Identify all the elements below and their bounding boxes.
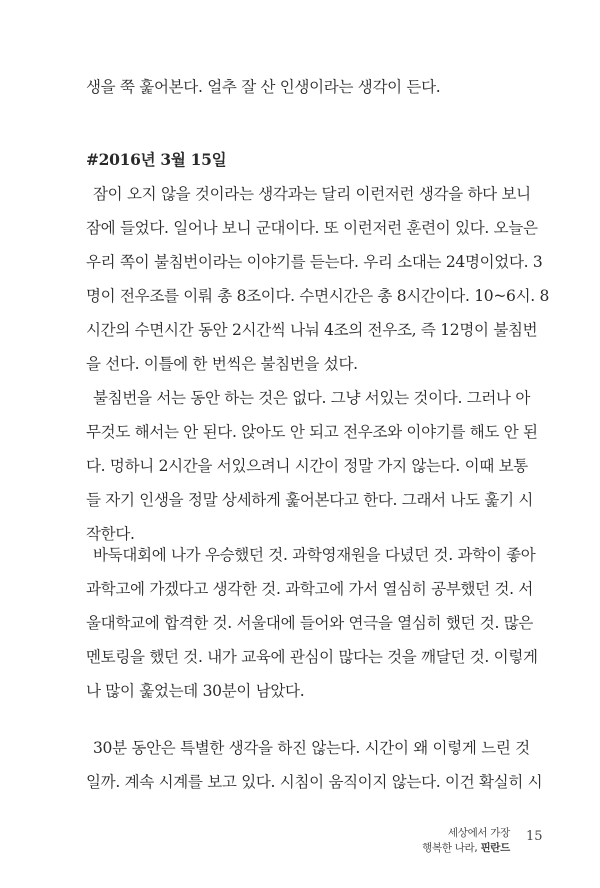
text-line: 우리 쪽이 불침번이라는 이야기를 듣는다. 우리 소대는 24명이었다. 3 [86, 253, 543, 271]
text-line: 다. 멍하니 2시간을 서있으려니 시간이 정말 가지 않는다. 이때 보통 [86, 457, 528, 475]
text-line: 멘토링을 했던 것. 내가 교육에 관심이 많다는 것을 깨달던 것. 이렇게 [86, 648, 538, 666]
text-line: 생을 쭉 훑어본다. 얼추 잘 산 인생이라는 생각이 든다. [86, 78, 441, 96]
page-number: 15 [526, 829, 543, 844]
text-line: 30분 동안은 특별한 생각을 하진 않는다. 시간이 왜 이렇게 느린 것 [93, 739, 530, 757]
text-line: 나 많이 훑었는데 30분이 남았다. [86, 682, 305, 700]
text-line: 잠에 들었다. 일어나 보니 군대이다. 또 이런저런 훈련이 있다. 오늘은 [86, 219, 538, 237]
running-book-title [422, 826, 510, 856]
paragraph-3 [86, 538, 538, 708]
diary-date-heading: #2016년 3월 15일 [86, 150, 227, 169]
text-line: 무것도 해서는 안 된다. 앉아도 안 되고 전우조와 이야기를 해도 안 된 [86, 423, 538, 441]
text-line: 과학고에 가겠다고 생각한 것. 과학고에 가서 열심히 공부했던 것. 서 [86, 580, 534, 598]
book-title-line-2 [422, 841, 510, 856]
paragraph-1 [86, 177, 550, 381]
text-line: 들 자기 인생을 정말 상세하게 훑어본다고 한다. 그래서 나도 훑기 시 [86, 491, 534, 509]
intro-text [86, 70, 526, 104]
text-line: 작한다. [86, 525, 135, 543]
diary-section [86, 143, 550, 551]
text-line: 일까. 계속 시계를 보고 있다. 시침이 움직이지 않는다. 이건 확실히 시 [86, 773, 543, 791]
text-line: 명이 전우조를 이뤄 총 8조이다. 수면시간은 총 8시간이다. 10~6시. 8 [86, 287, 550, 305]
paragraph-2 [86, 381, 538, 551]
paragraph-4 [86, 731, 543, 799]
book-title-line-1: 세상에서 가장 [447, 827, 510, 839]
text-line: 바둑대회에 나가 우승했던 것. 과학영재원을 다녔던 것. 과학이 좋아 [93, 546, 536, 564]
text-line: 을 선다. 이틀에 한 번씩은 불침번을 섰다. [86, 355, 358, 373]
book-title-prefix: 행복한 나라, [422, 842, 481, 854]
text-line: 잠이 오지 않을 것이라는 생각과는 달리 이런저런 생각을 하다 보니 [93, 185, 531, 203]
text-line: 불침번을 서는 동안 하는 것은 없다. 그냥 서있는 것이다. 그러나 아 [93, 389, 531, 407]
book-title-emphasis: 핀란드 [480, 842, 510, 854]
text-line: 울대학교에 합격한 것. 서울대에 들어와 연극을 열심히 했던 것. 많은 [86, 614, 534, 632]
text-line: 시간의 수면시간 동안 2시간씩 나눠 4조의 전우조, 즉 12명이 불침번 [86, 321, 538, 339]
